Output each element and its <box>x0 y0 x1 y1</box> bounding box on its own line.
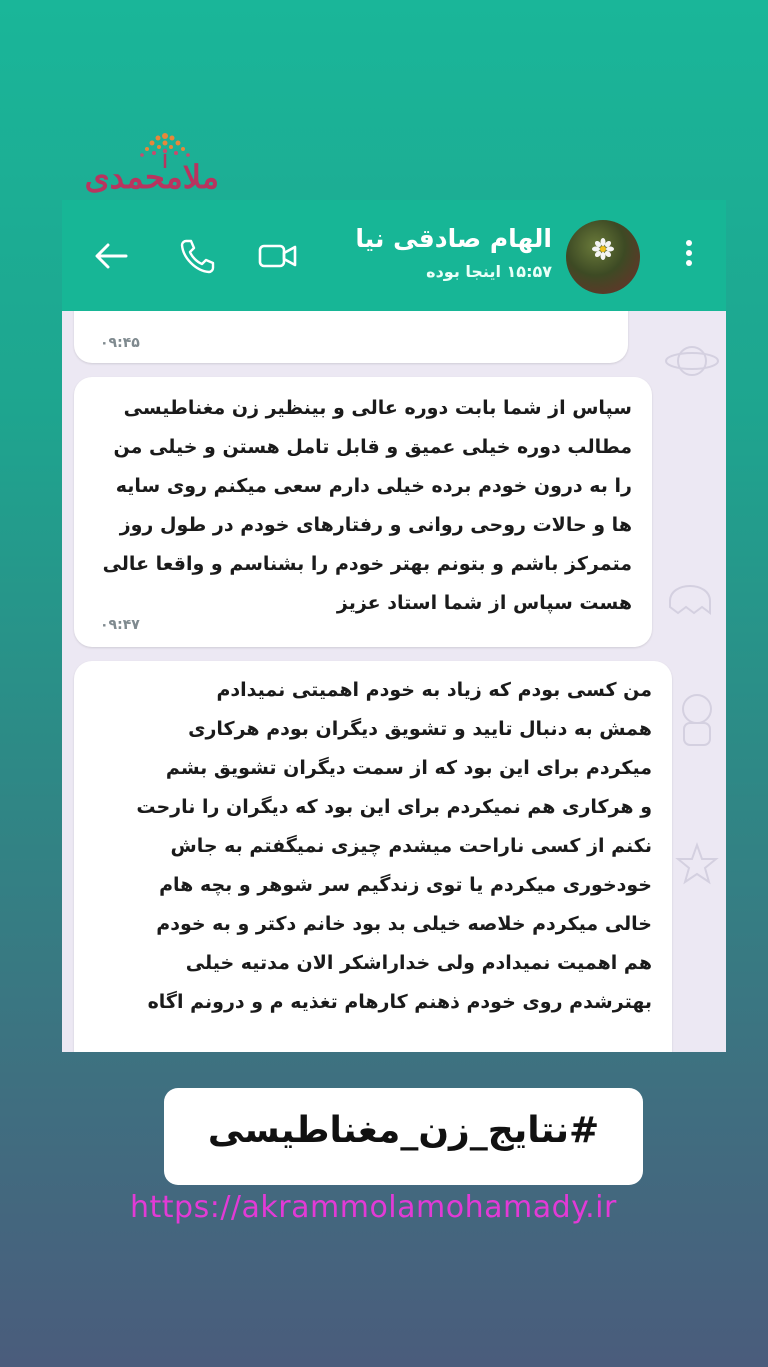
chat-header <box>62 200 726 311</box>
message-bubble[interactable] <box>74 661 672 1052</box>
message-text: سپاس از شما بابت دوره عالی و بینظیر زن مغناطیسی مطالب دوره خیلی عمیق و قابل تامل هستن و خیلی من را به درون خودم برده خیلی دارم سعی میکنم روی سایه ها و حالات روحی روانی و رفتارهای خودم در طول روز متمرکز باشم و بتونم بهتر خودم را بشناسم و واقعا عالی هست سپاس از شما استاد عزیز <box>102 397 632 614</box>
message-bubble[interactable] <box>74 377 652 647</box>
contact-name[interactable]: الهام صادقی نیا <box>355 224 552 253</box>
chat-screenshot <box>62 200 726 1052</box>
message-time: ۰۹:۴۵ <box>100 335 140 351</box>
menu-dots-icon[interactable] <box>684 240 694 272</box>
avatar[interactable] <box>566 220 640 294</box>
flower-icon <box>592 238 614 260</box>
hashtag-banner <box>164 1088 643 1185</box>
chat-area[interactable] <box>62 311 726 1052</box>
message-time: ۰۹:۴۷ <box>100 617 140 633</box>
doodle-astronaut-icon <box>672 691 722 751</box>
hashtag-text[interactable]: #نتایج_زن_مغناطیسی <box>207 1110 600 1151</box>
doodle-alien-icon <box>660 561 720 621</box>
last-seen-status: ۱۵:۵۷ اینجا بوده <box>426 262 552 281</box>
message-text: من کسی بودم که زیاد به خودم اهمیتی نمیدادم همش به دنبال تایید و تشویق دیگران بودم هرکاری میکردم برای این بود که از سمت دیگران تشویق بشم و هرکاری هم نمیکردم برای این بود که دیگران را نارحت نکنم از کسی ناراحت میشدم چیزی نمیگفتم به جاش خودخوری میکردم یا توی زندگیم سر شوهر و بچه هام خالی میکردم خلاصه خیلی بد بود خانم دکتر و به خودم هم اهمیت نمیدادم ولی خداراشکر الان مدتیه خیلی بهترشدم روی خودم ذهنم کارهام تغذیه م و درونم اگاه <box>136 679 652 1013</box>
video-call-icon[interactable] <box>258 236 298 276</box>
message-bubble[interactable] <box>74 311 628 363</box>
brand-name-line1: ملامحمدی <box>84 158 219 196</box>
doodle-planet-icon <box>662 331 722 391</box>
voice-call-icon[interactable] <box>178 236 218 276</box>
back-arrow-icon[interactable] <box>92 236 132 276</box>
website-url[interactable]: https://akrammolamohamady.ir <box>130 1190 617 1225</box>
doodle-star-icon <box>674 841 720 887</box>
